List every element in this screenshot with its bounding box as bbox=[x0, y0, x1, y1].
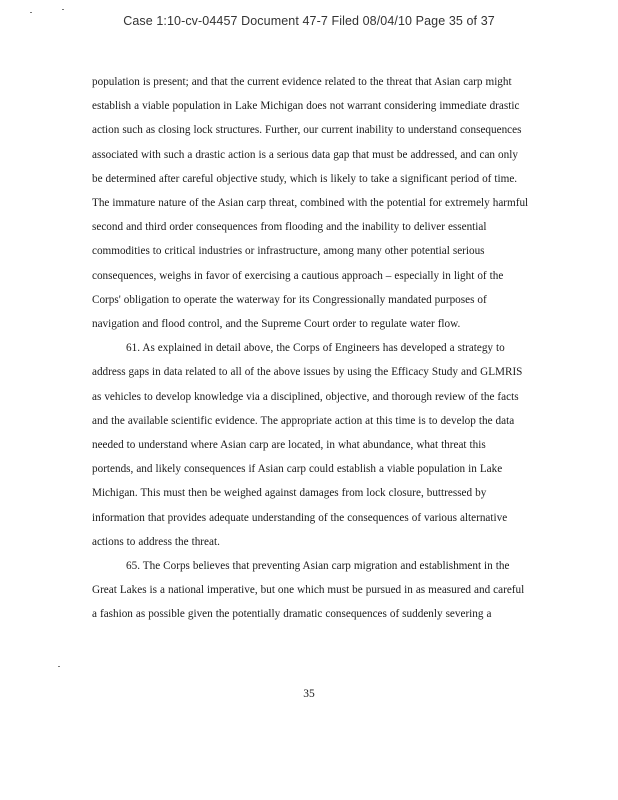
page-number: 35 bbox=[303, 688, 315, 700]
scan-speck bbox=[30, 12, 32, 13]
case-header: Case 1:10-cv-04457 Document 47-7 Filed 08/04/10 Page 35 of 37 bbox=[123, 14, 495, 28]
paragraph-61: 61. As explained in detail above, the Corps of Engineers has developed a strategy to address gaps in data related to all of the above issues by using the Efficacy Study and GLMRIS as vehicles to develop knowledge via a disciplined, objective, and thorough review of the facts and the available scientific evidence. The appropriate action at this time is to develop the data needed to understand where Asian carp are located, in what abundance, what threat this portends, and likely consequences if Asian carp could establish a viable population in Lake Michigan. This must then be weighed against damages from lock closure, buttressed by information that provides adequate understanding of the consequences of various alternative actions to address the threat. bbox=[92, 342, 523, 548]
document-body bbox=[92, 70, 530, 627]
scan-speck bbox=[62, 9, 64, 10]
paragraph-65: 65. The Corps believes that preventing Asian carp migration and establishment in the Great Lakes is a national imperative, but one which must be pursued in as measured and careful a fashion as possible given the potentially dramatic consequences of suddenly severing a bbox=[92, 560, 525, 621]
paragraph-continued: population is present; and that the current evidence related to the threat that Asian carp might establish a viable population in Lake Michigan does not warrant considering immediate drastic action such as closing lock structures. Further, our current inability to understand consequences associated with such a drastic action is a serious data gap that must be addressed, and can only be determined after careful objective study, which is likely to take a significant period of time. The immature nature of the Asian carp threat, combined with the potential for extremely harmful second and third order consequences from flooding and the inability to deliver essential commodities to critical industries or infrastructure, among many other potential serious consequences, weighs in favor of exercising a cautious approach – especially in light of the Corps' obligation to operate the waterway for its Congressionally mandated purposes of navigation and flood control, and the Supreme Court order to regulate water flow. bbox=[92, 76, 529, 331]
scan-speck bbox=[58, 666, 60, 667]
